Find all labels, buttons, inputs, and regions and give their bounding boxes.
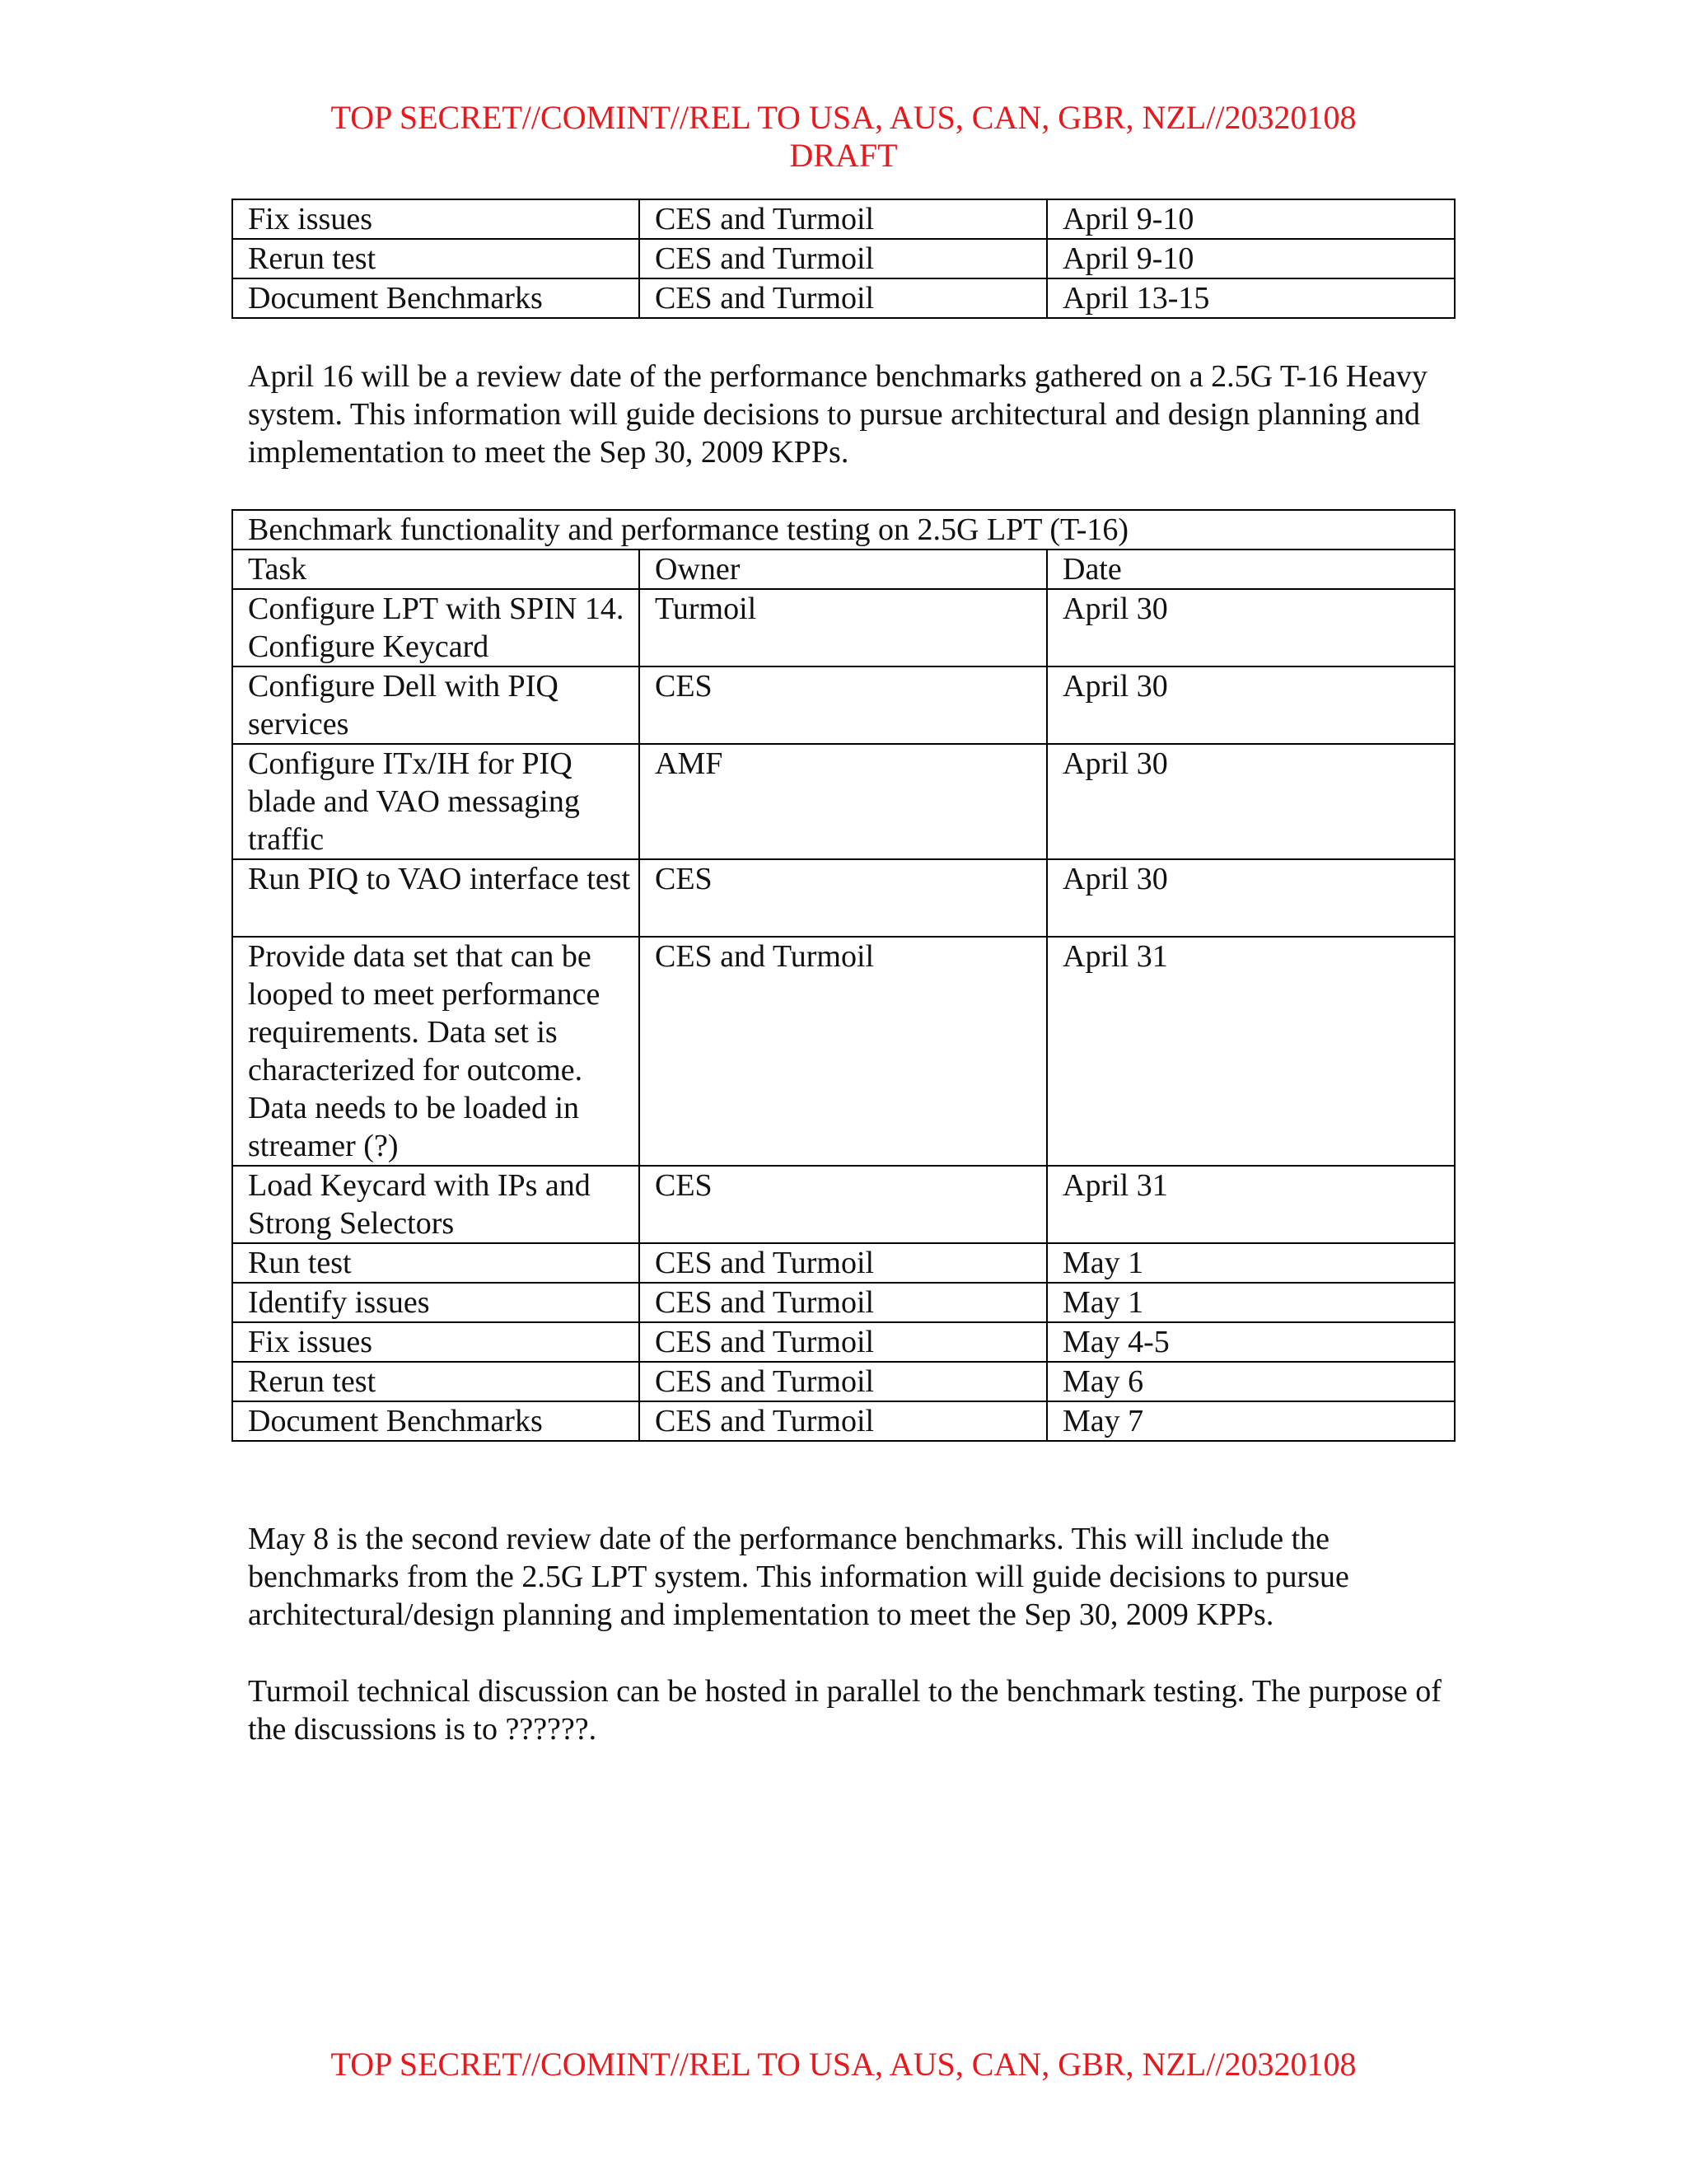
owner-cell: CES and Turmoil (639, 278, 1047, 318)
table-row (232, 1243, 1455, 1283)
task-cell: Identify issues (232, 1283, 639, 1322)
date-cell: May 4-5 (1047, 1322, 1455, 1362)
task-cell: Run test (232, 1243, 639, 1283)
task-cell: Load Keycard with IPs and Strong Selectors (232, 1166, 639, 1243)
date-cell: April 31 (1047, 937, 1455, 1166)
owner-cell: AMF (639, 744, 1047, 859)
date-cell: May 1 (1047, 1283, 1455, 1322)
date-cell: May 1 (1047, 1243, 1455, 1283)
task-cell: Fix issues (232, 1322, 639, 1362)
table-row (232, 1362, 1455, 1401)
owner-cell: CES (639, 859, 1047, 937)
owner-cell: CES and Turmoil (639, 937, 1047, 1166)
owner-cell: CES and Turmoil (639, 199, 1047, 239)
date-cell: May 7 (1047, 1401, 1455, 1441)
task-cell: Configure ITx/IH for PIQ blade and VAO messaging traffic (232, 744, 639, 859)
owner-cell: CES and Turmoil (639, 1322, 1047, 1362)
table-header-row (232, 550, 1455, 589)
date-cell: April 30 (1047, 859, 1455, 937)
date-cell: April 30 (1047, 744, 1455, 859)
owner-cell: CES and Turmoil (639, 1283, 1047, 1322)
table-title-row (232, 510, 1455, 550)
task-cell: Configure LPT with SPIN 14. Configure Keycard (232, 589, 639, 666)
table-title: Benchmark functionality and performance testing on 2.5G LPT (T-16) (232, 510, 1455, 550)
header-date: Date (1047, 550, 1455, 589)
date-cell: April 30 (1047, 589, 1455, 666)
table-row (232, 278, 1455, 318)
table-row (232, 199, 1455, 239)
task-cell: Run PIQ to VAO interface test (232, 859, 639, 937)
table-row (232, 859, 1455, 937)
header-owner: Owner (639, 550, 1047, 589)
table-row (232, 239, 1455, 278)
discussion-paragraph: Turmoil technical discussion can be hosted in parallel to the benchmark testing. The purpose of the discussions is to ??????. (248, 1674, 1442, 1747)
table-row (232, 937, 1455, 1166)
classification-header: TOP SECRET//COMINT//REL TO USA, AUS, CAN, GBR, NZL//20320108 (330, 99, 1357, 136)
review-paragraph-1: April 16 will be a review date of the performance benchmarks gathered on a 2.5G T-16 Heavy system. This information will guide decisions to pursue architectural and design planning and implementation to meet the Sep 30, 2009 KPPs. (248, 359, 1428, 470)
owner-cell: CES and Turmoil (639, 1401, 1047, 1441)
date-cell: April 30 (1047, 666, 1455, 744)
date-cell: April 9-10 (1047, 199, 1455, 239)
table-row (232, 1166, 1455, 1243)
benchmark-schedule-table (231, 509, 1456, 1442)
table-row (232, 666, 1455, 744)
task-cell: Rerun test (232, 239, 639, 278)
table-row (232, 744, 1455, 859)
date-cell: April 31 (1047, 1166, 1455, 1243)
date-cell: April 9-10 (1047, 239, 1455, 278)
owner-cell: CES and Turmoil (639, 1362, 1047, 1401)
review-paragraph-2: May 8 is the second review date of the performance benchmarks. This will include the benchmarks from the 2.5G LPT system. This information will guide decisions to pursue architectural/design planning and implementation to meet the Sep 30, 2009 KPPs. (248, 1522, 1349, 1632)
classification-footer: TOP SECRET//COMINT//REL TO USA, AUS, CAN, GBR, NZL//20320108 (330, 2046, 1357, 2083)
table-row (232, 1401, 1455, 1441)
owner-cell: Turmoil (639, 589, 1047, 666)
task-cell: Fix issues (232, 199, 639, 239)
task-cell: Document Benchmarks (232, 278, 639, 318)
task-cell: Configure Dell with PIQ services (232, 666, 639, 744)
task-cell: Provide data set that can be looped to meet performance requirements. Data set is characterized for outcome. Data needs to be loaded in streamer (?) (232, 937, 639, 1166)
owner-cell: CES (639, 1166, 1047, 1243)
draft-label: DRAFT (789, 137, 898, 174)
owner-cell: CES (639, 666, 1047, 744)
date-cell: April 13-15 (1047, 278, 1455, 318)
table-row (232, 1322, 1455, 1362)
schedule-table-continued (231, 199, 1456, 319)
header-task: Task (232, 550, 639, 589)
owner-cell: CES and Turmoil (639, 1243, 1047, 1283)
table-row (232, 589, 1455, 666)
task-cell: Document Benchmarks (232, 1401, 639, 1441)
date-cell: May 6 (1047, 1362, 1455, 1401)
table-row (232, 1283, 1455, 1322)
owner-cell: CES and Turmoil (639, 239, 1047, 278)
task-cell: Rerun test (232, 1362, 639, 1401)
